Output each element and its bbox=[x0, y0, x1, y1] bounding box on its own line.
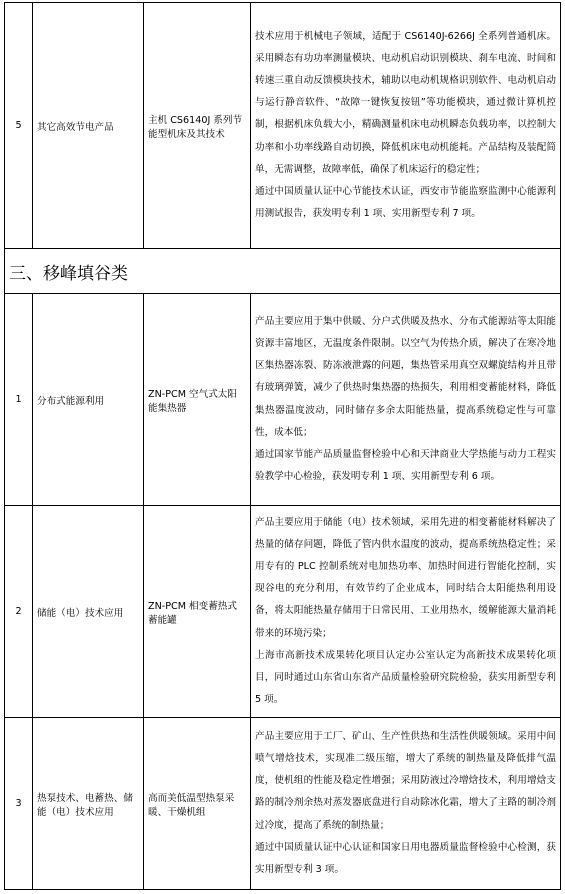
table-row bbox=[5, 506, 561, 718]
table-row bbox=[5, 718, 561, 890]
technology-name: 热泵技术、电蓄热、储能（电）技术应用 bbox=[33, 718, 144, 890]
product-name: 主机 CS6140J 系列节能型机床及其技术 bbox=[144, 3, 251, 249]
product-description bbox=[251, 294, 561, 506]
description-paragraph: 产品主要应用于储能（电）技术领域，采用先进的相变蓄能材料解决了热量的储存问题，降低了管内供水温度的波动，提高系统热稳定性；采用专有的 PLC 控制系统对电加热功率、加热时间进行智能化控制，实现谷电的充分利用，有效节约了企业成本，同时结合太阳能热利用设备，将太阳能热量存储用于日常民用、工业用热水，缓解能源大量消耗带来的环境污染； bbox=[255, 516, 556, 639]
product-name: ZN-PCM 相变蓄热式蓄能罐 bbox=[144, 506, 251, 718]
product-table bbox=[4, 2, 561, 890]
table-row bbox=[5, 3, 561, 249]
table-row bbox=[5, 294, 561, 506]
section-row bbox=[5, 249, 561, 294]
product-description bbox=[251, 718, 561, 890]
certification-paragraph: 通过中国质量认证中心认证和国家日用电器质量监督检验中心检测，获实用新型专利 3 项。 bbox=[255, 841, 556, 875]
technology-name: 分布式能源利用 bbox=[33, 294, 144, 506]
product-name: ZN-PCM 空气式太阳能集热器 bbox=[144, 294, 251, 506]
row-number: 5 bbox=[5, 3, 33, 249]
product-name: 高而美低温型热泵采暖、干燥机组 bbox=[144, 718, 251, 890]
technology-name: 其它高效节电产品 bbox=[33, 3, 144, 249]
technology-name: 储能（电）技术应用 bbox=[33, 506, 144, 718]
product-description bbox=[251, 3, 561, 249]
row-number: 3 bbox=[5, 718, 33, 890]
certification-paragraph: 通过国家节能产品质量监督检验中心和天津商业大学热能与动力工程实验教学中心检验，获发明专利 1 项、实用新型专利 6 项。 bbox=[255, 448, 556, 483]
description-paragraph: 产品主要应用于工厂、矿山、生产性供热和生活性供暖领域。采用中间喷气增焓技术，实现准二级压缩，增大了系统的制热量及降低排气温度，使机组的性能及稳定性增强；采用防液过冷增焓技术，利用增焓支路的制冷剂余热对蒸发器底盘进行自动除冰化霜，增大了主路的制冷剂过冷度，提高了系统的制热量； bbox=[255, 730, 556, 831]
section-title: 三、移峰填谷类 bbox=[5, 249, 561, 294]
row-number: 2 bbox=[5, 506, 33, 718]
description-paragraph: 产品主要应用于集中供暖、分户式供暖及热水、分布式能源站等太阳能资源丰富地区，无温度条件限制。以空气为传热介质，解决了在寒冷地区集热器冻裂、防冻液泄露的问题，集热管采用真空双螺旋结构并且带有玻璃弹簧，减少了供热时集热器的热损失，利用相变蓄能材料，降低集热器温度波动，同时储存多余太阳能热量，提高系统稳定性与可靠性，成本低； bbox=[255, 315, 556, 438]
description-paragraph: 技术应用于机械电子领域，适配于 CS6140J-6266J 全系列普通机床。采用瞬态有功功率测量模块、电动机启动识别模块、刹车电流、时间和转速三重自动反馈模块技术，辅助以电动机规格识别软件、电动机启动与运行静音软件、“故障一键恢复按钮”等功能模块，通过微计算机控制，根据机床负载大小，精确测量机床电动机瞬态负载功率，以控制大功率和小功率线路自动切换，降低机床电动机能耗。产品结构及装配简单，无需调整，故障率低，确保了机床运行的稳定性； bbox=[255, 30, 556, 175]
certification-paragraph: 上海市高新技术成果转化项目认定办公室认定为高新技术成果转化项目，同时通过山东省山东省产品质量检验研究院检验，获实用新型专利 5 项。 bbox=[255, 649, 556, 706]
product-description bbox=[251, 506, 561, 718]
row-number: 1 bbox=[5, 294, 33, 506]
certification-paragraph: 通过中国质量认证中心节能技术认证，西安市节能监察监测中心能源利用测试报告，获发明专利 1 项、实用新型专利 7 项。 bbox=[255, 186, 556, 220]
